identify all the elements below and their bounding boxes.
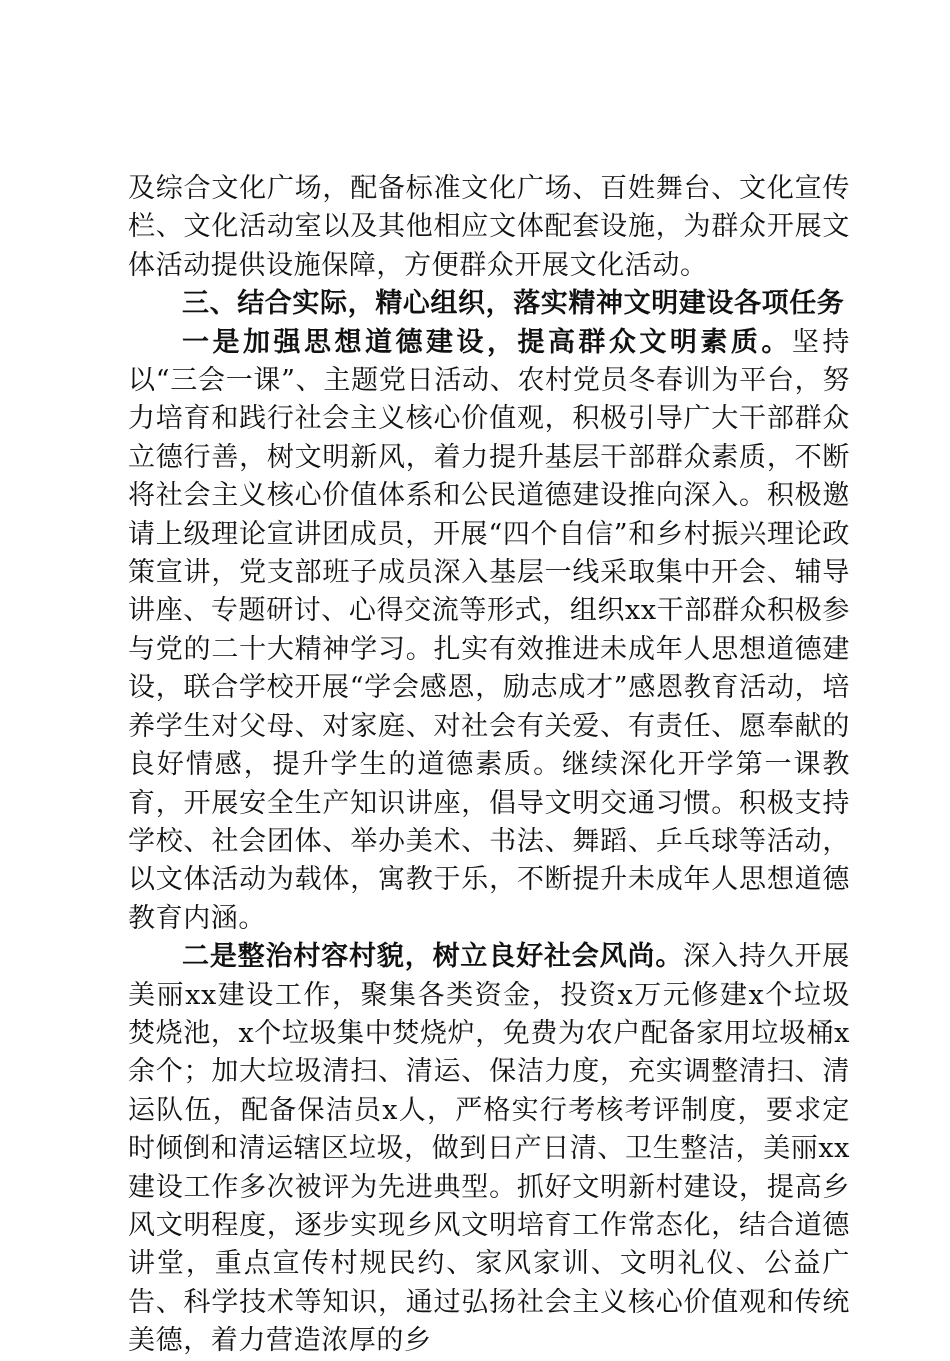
paragraph-text: 坚持以“三会一课”、主题党日活动、农村党员冬春训为平台，努力培育和践行社会主义核心价值观，积极引导广大干部群众立德行善，树文明新风，着力提升基层干部群众素质，不断将社会主义核心价值体系和公民道德建设推向深入。积极邀请上级理论宣讲团成员，开展“四个自信”和乡村振兴理论政策宣讲，党支部班子成员深入基层一线采取集中开会、辅导讲座、专题研讨、心得交流等形式，组织xx干部群众积极参与党的二十大精神学习。扎实有效推进未成年人思想道德建设，联合学校开展“学会感恩，励志成才”感恩教育活动，培养学生对父母、对家庭、对社会有关爱、有责任、愿奉献的良好情感，提升学生的道德素质。继续深化开学第一课教育，开展安全生产知识讲座，倡导文明交通习惯。积极支持学校、社会团体、举办美术、书法、舞蹈、乒乓球等活动，以文体活动为载体，寓教于乐，不断提升未成年人思想道德教育内涵。	[128, 326, 851, 934]
body-text	[128, 170, 850, 1361]
paragraph-text: 及综合文化广场，配备标准文化广场、百姓舞台、文化宣传栏、文化活动室以及其他相应文体配套设施，为群众开展文体活动提供设施保障，方便群众开展文化活动。	[128, 173, 850, 281]
paragraph-village	[128, 938, 850, 1360]
section-heading: 三、结合实际，精心组织，落实精神文明建设各项任务	[182, 288, 845, 320]
paragraph-ideology	[128, 324, 850, 939]
paragraph-lead: 二是整治村容村貌，树立良好社会风尚。	[182, 941, 684, 973]
paragraph-continuation	[128, 170, 850, 285]
paragraph-text: 深入持久开展美丽xx建设工作，聚集各类资金，投资x万元修建x个垃圾焚烧池，x个垃圾集中焚烧炉，免费为农户配备家用垃圾桶x余个；加大垃圾清扫、清运、保洁力度，充实调整清扫、清运队伍，配备保洁员x人，严格实行考核考评制度，要求定时倾倒和清运辖区垃圾，做到日产日清、卫生整洁，美丽xx建设工作多次被评为先进典型。抓好文明新村建设，提高乡风文明程度，逐步实现乡风文明培育工作常态化，结合道德讲堂，重点宣传村规民约、家风家训、文明礼仪、公益广告、科学技术等知识，通过弘扬社会主义核心价值观和传统美德，着力营造浓厚的乡	[128, 941, 850, 1357]
paragraph-lead: 一是加强思想道德建设，提高群众文明素质。	[182, 326, 792, 358]
